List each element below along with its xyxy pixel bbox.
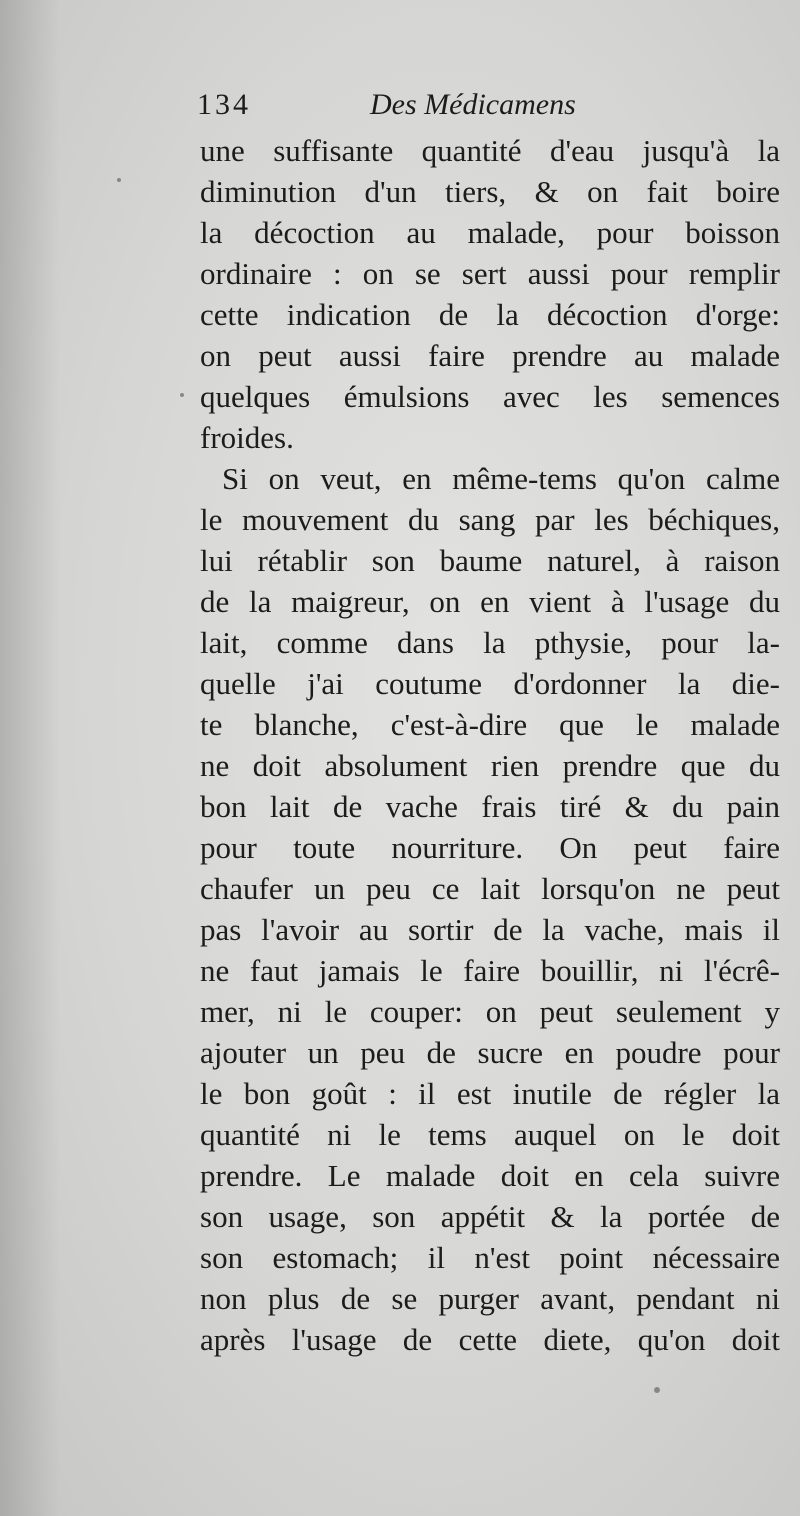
text-line: bon lait de vache frais tiré & du pain — [200, 789, 780, 824]
page-gutter-shadow — [0, 0, 60, 1516]
body-text — [200, 130, 780, 1360]
text-line: te blanche, c'est-à-dire que le malade — [200, 707, 780, 742]
text-line: lait, comme dans la pthysie, pour la- — [200, 625, 780, 660]
text-line: une suffisante quantité d'eau jusqu'à la — [200, 133, 780, 168]
paper-speck — [117, 178, 121, 182]
page-number: 134 — [197, 88, 251, 121]
text-line: froides. — [200, 420, 294, 455]
running-title: Des Médicamens — [370, 88, 576, 121]
text-line: mer, ni le couper: on peut seulement y — [200, 994, 780, 1029]
text-line: pour toute nourriture. On peut faire — [200, 830, 780, 865]
text-line: lui rétablir son baume naturel, à raison — [200, 543, 780, 578]
text-line: la décoction au malade, pour boisson — [200, 215, 780, 250]
text-line: pas l'avoir au sortir de la vache, mais il — [200, 912, 780, 947]
page-header — [197, 88, 787, 128]
text-line: ne doit absolument rien prendre que du — [200, 748, 780, 783]
text-line: quelle j'ai coutume d'ordonner la die- — [200, 666, 780, 701]
text-line: son usage, son appétit & la portée de — [200, 1199, 780, 1234]
text-line: cette indication de la décoction d'orge: — [200, 297, 780, 332]
text-line: on peut aussi faire prendre au malade — [200, 338, 780, 373]
text-line: quelques émulsions avec les semences — [200, 379, 780, 414]
text-line: son estomach; il n'est point nécessaire — [200, 1240, 780, 1275]
text-line: diminution d'un tiers, & on fait boire — [200, 174, 780, 209]
text-line: le mouvement du sang par les béchiques, — [200, 502, 780, 537]
paper-speck — [180, 393, 184, 397]
text-line: après l'usage de cette diete, qu'on doit — [200, 1322, 780, 1357]
text-line: chaufer un peu ce lait lorsqu'on ne peut — [200, 871, 780, 906]
text-line: ne faut jamais le faire bouillir, ni l'écrê- — [200, 953, 780, 988]
text-line: ajouter un peu de sucre en poudre pour — [200, 1035, 780, 1070]
text-line: Si on veut, en même-tems qu'on calme — [222, 461, 780, 496]
text-line: le bon goût : il est inutile de régler la — [200, 1076, 780, 1111]
text-line: non plus de se purger avant, pendant ni — [200, 1281, 780, 1316]
text-line: prendre. Le malade doit en cela suivre — [200, 1158, 780, 1193]
text-line: ordinaire : on se sert aussi pour remplir — [200, 256, 780, 291]
text-line: de la maigreur, on en vient à l'usage du — [200, 584, 780, 619]
text-line: quantité ni le tems auquel on le doit — [200, 1117, 780, 1152]
paper-speck — [654, 1387, 660, 1393]
